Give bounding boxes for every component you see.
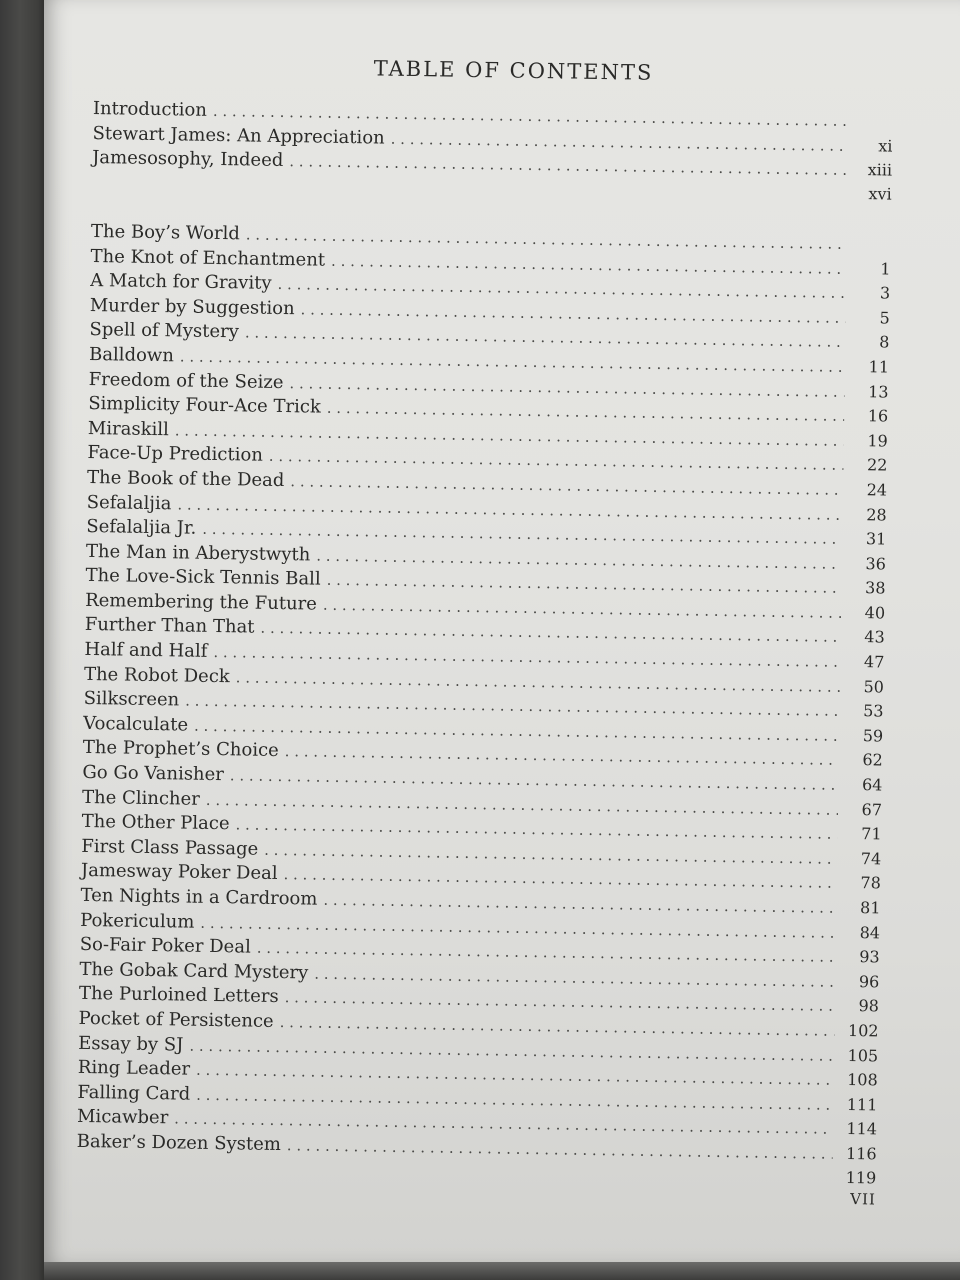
toc-entry-page: 93 xyxy=(859,947,880,967)
toc-entry-page: 64 xyxy=(861,775,883,795)
toc-entry-page: 1 xyxy=(880,258,891,279)
toc-entry-title: The Robot Deck xyxy=(83,663,230,687)
toc-entry-page: 81 xyxy=(859,898,881,918)
toc-entry-title: The Clincher xyxy=(81,786,201,810)
book-page xyxy=(44,0,960,1262)
toc-entry-title: Jamesosophy, Indeed xyxy=(91,147,284,172)
toc-entry-title: The Love-Sick Tennis Ball xyxy=(85,565,321,590)
toc-entry-page: 13 xyxy=(868,381,889,402)
toc-entry-title: Remembering the Future xyxy=(85,589,318,615)
toc-entry-page: 96 xyxy=(858,971,880,992)
toc-entry-page: 28 xyxy=(866,504,887,525)
toc-entry-page: 38 xyxy=(864,578,886,598)
toc-entry-page: 67 xyxy=(861,799,883,820)
toc-entry-page: 31 xyxy=(865,529,887,549)
toc-entry-page: 119 xyxy=(845,1167,877,1187)
toc-entry-page: 47 xyxy=(863,652,885,672)
toc-entry-title: Half and Half xyxy=(84,638,208,662)
toc-entry-page: xiii xyxy=(867,160,893,180)
toc-list xyxy=(76,98,893,1193)
toc-entry-title: The Purloined Letters xyxy=(78,983,279,1008)
toc-entry-page: 71 xyxy=(861,824,882,844)
toc-entry-title: Falling Card xyxy=(77,1081,191,1105)
toc-entry-title: Baker’s Dozen System xyxy=(76,1130,282,1156)
toc-entry-page: 53 xyxy=(863,701,884,721)
toc-entry-page: xi xyxy=(878,135,893,156)
toc-entry-title: Jamesway Poker Deal xyxy=(80,860,278,885)
toc-entry-page: 98 xyxy=(858,996,880,1016)
toc-entry-title: The Boy’s World xyxy=(90,220,241,245)
page-title: TABLE OF CONTENTS xyxy=(373,56,654,85)
toc-entry-page: 36 xyxy=(865,553,887,574)
toc-entry-page: 59 xyxy=(862,726,884,746)
toc-entry-title: Stewart James: An Appreciation xyxy=(92,122,385,149)
toc-entry-title: Pokericulum xyxy=(80,909,195,933)
toc-entry-title: The Gobak Card Mystery xyxy=(79,958,309,984)
toc-leader xyxy=(391,129,849,154)
toc-entry-page: 19 xyxy=(867,430,888,451)
toc-entry-title: Ten Nights in a Cardroom xyxy=(80,884,318,910)
toc-entry-title: Sefalaljia xyxy=(86,491,172,514)
toc-entry-title: Murder by Suggestion xyxy=(89,294,295,319)
toc-entry-title: Sefalaljia Jr. xyxy=(86,516,197,539)
toc-entry-page: 8 xyxy=(879,332,890,352)
toc-entry-page: 116 xyxy=(845,1143,877,1164)
toc-entry-title: First Class Passage xyxy=(81,835,259,860)
toc-entry-page: 24 xyxy=(866,480,888,500)
toc-entry-title: The Knot of Enchantment xyxy=(90,245,326,271)
toc-entry-page: 11 xyxy=(868,357,890,377)
toc-entry-title: So-Fair Poker Deal xyxy=(79,934,251,958)
toc-leader xyxy=(331,251,847,277)
toc-entry-title: Pocket of Persistence xyxy=(78,1007,274,1032)
toc-entry-page: 40 xyxy=(864,603,886,623)
toc-entry-page: 5 xyxy=(879,308,890,328)
toc-entry-page: 114 xyxy=(846,1119,878,1139)
toc-entry-title: Essay by SJ xyxy=(78,1032,184,1056)
toc-entry-page: 102 xyxy=(847,1020,879,1041)
toc-entry-title: The Book of the Dead xyxy=(86,466,285,491)
toc-entry-title: Face-Up Prediction xyxy=(87,442,264,467)
toc-entry-page: 62 xyxy=(862,750,883,770)
toc-entry-page: xvi xyxy=(868,183,892,204)
toc-leader xyxy=(327,571,842,597)
toc-entry-page: 3 xyxy=(879,283,891,303)
page-edge-shadow xyxy=(44,1262,960,1280)
toc-entry-page: 111 xyxy=(846,1094,878,1115)
toc-entry-page: 84 xyxy=(859,922,881,943)
toc-content xyxy=(76,40,894,1209)
toc-entry-title: Micawber xyxy=(76,1106,169,1129)
toc-entry-title: The Man in Aberystwyth xyxy=(85,540,311,566)
toc-entry-title: A Match for Gravity xyxy=(90,270,272,294)
toc-entry-page: 105 xyxy=(847,1045,879,1066)
toc-entry-title: Silkscreen xyxy=(83,688,180,711)
toc-entry-title: The Other Place xyxy=(81,811,230,835)
toc-entry-page: 78 xyxy=(860,873,881,893)
toc-entry-title: Miraskill xyxy=(87,417,170,440)
toc-entry-page: 43 xyxy=(864,627,885,647)
toc-entry-page xyxy=(849,126,893,127)
page-number: VII xyxy=(850,1190,877,1209)
toc-entry-title: Freedom of the Seize xyxy=(88,368,284,393)
toc-entry-title: Go Go Vanisher xyxy=(82,761,225,786)
toc-entry-title: Balldown xyxy=(88,343,175,367)
toc-entry-title: Further Than That xyxy=(84,614,255,639)
toc-entry-title: Simplicity Four-Ace Trick xyxy=(88,393,322,418)
toc-entry-page: 108 xyxy=(847,1070,878,1090)
toc-entry-title: Vocalculate xyxy=(83,712,189,736)
toc-entry-page xyxy=(847,249,891,250)
toc-entry-title: Introduction xyxy=(92,97,208,121)
toc-entry-page: 22 xyxy=(866,455,888,475)
toc-entry-title: Ring Leader xyxy=(77,1057,191,1080)
toc-entry-title: Spell of Mystery xyxy=(89,319,240,343)
toc-entry-page: 74 xyxy=(860,848,882,869)
toc-entry-title: The Prophet’s Choice xyxy=(82,737,279,762)
toc-entry-page: 50 xyxy=(863,676,885,697)
toc-leader xyxy=(323,891,836,917)
toc-entry-page: 16 xyxy=(867,406,889,426)
